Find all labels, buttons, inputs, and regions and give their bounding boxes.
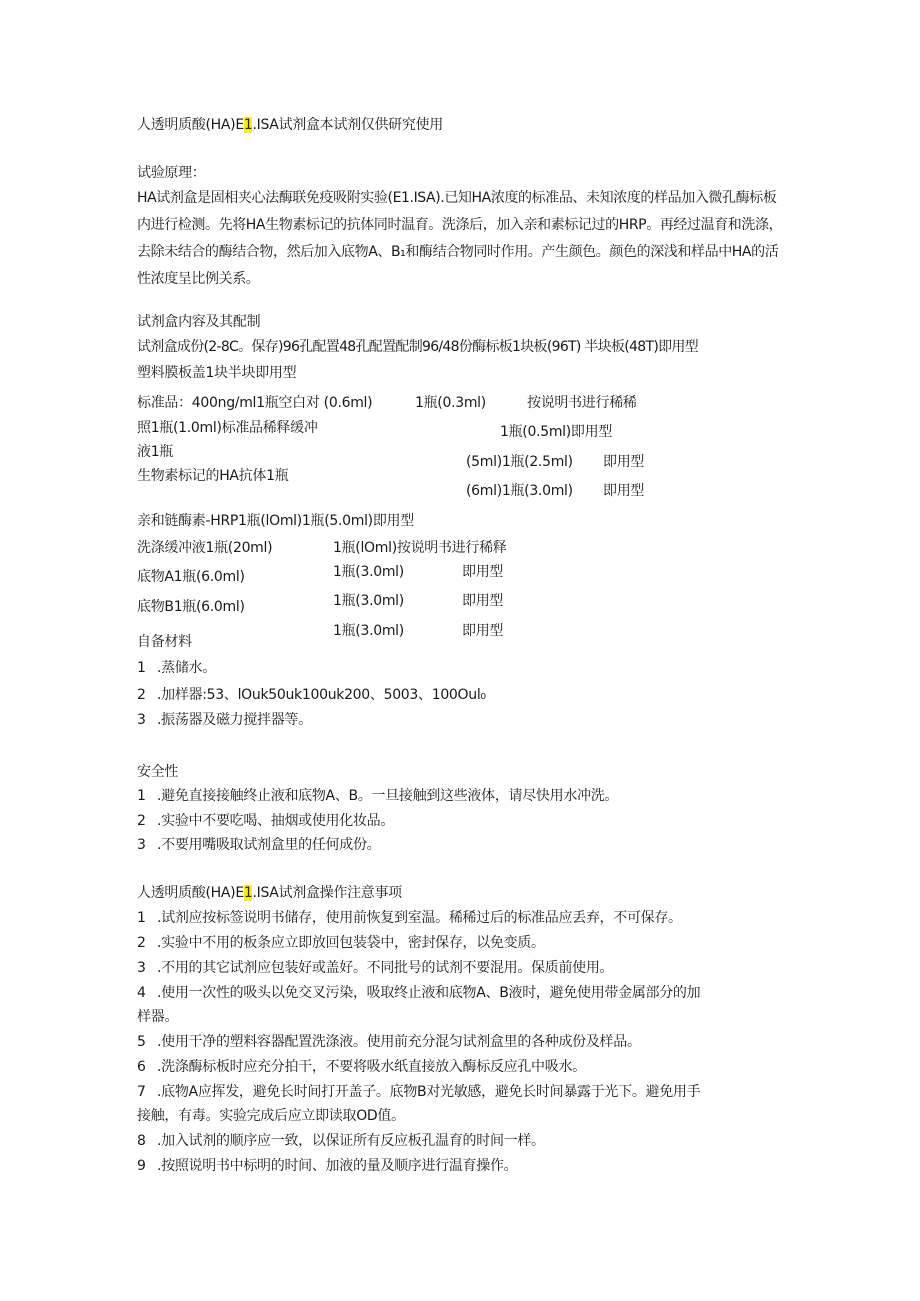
list-item: 4 .使用一次性的吸头以免交叉污染，吸取终止液和底物A、B液时，避免使用带金属部分的加: [137, 985, 701, 1001]
substrate-a-half: 1瓶(3.0ml): [333, 564, 404, 580]
row6-volume: (6ml)1瓶(3.0ml): [466, 483, 573, 499]
row6-type: 即用型: [603, 483, 645, 499]
wash-buffer-half: 1瓶(lOml)按说明书进行稀释: [333, 540, 507, 556]
kit-line-2: 塑料膜板盖1块半块即用型: [137, 365, 297, 381]
safety-heading: 安全性: [137, 764, 179, 780]
kit-heading: 试剂盒内容及其配制: [137, 314, 261, 330]
diluent-name: 照1瓶(1.0ml)标准品稀释缓冲: [137, 420, 318, 436]
substrate-a-type: 即用型: [462, 564, 504, 580]
diluent-half: 1瓶(0.5ml)即用型: [500, 424, 613, 440]
standard-half: 1瓶(0.3ml): [415, 395, 486, 411]
highlight-mark: 1: [243, 885, 253, 901]
list-item: 2 .实验中不要吃喝、抽烟或使用化妆品。: [137, 813, 395, 829]
kit-line-1: 试剂盒成份(2-8C。保存)96孔配置48孔配置配制96/48份酶标板1块板(96T) 半块板(48T)即用型: [137, 339, 698, 355]
list-item: 3 .不用的其它试剂应包装好或盖好。不同批号的试剂不要混用。保质前使用。: [137, 960, 614, 976]
standard-note: 按说明书进行稀稀: [527, 395, 637, 411]
clipped-row-volume: 1瓶(3.0ml): [333, 623, 404, 639]
document-title: 人透明质酸(HA)E1.ISA试剂盒本试剂仅供研究使用: [137, 117, 443, 133]
substrate-b-half: 1瓶(3.0ml): [333, 593, 404, 609]
biotin-antibody: 生物素标记的HA抗体1瓶: [137, 468, 289, 484]
principle-body: HA试剂盒是固相夹心法酶联免疫吸附实验(E1.ISA).已知HA浓度的标准品、未知浓度的样品加入微孔酶标板内进行检测。先将HA生物素标记的抗体同时温育。洗涤后，加入亲和素标记过的HRP。再经过温育和洗涤，去除未结合的酶结合物，然后加入底物A、B₁和酶结合物同时作用。产生颜色。颜色的深浅和样品中HA的活性浓度呈比例关系。: [137, 190, 783, 287]
diluent-name-cont: 液1瓶: [137, 444, 174, 460]
list-item: 9 .按照说明书中标明的时间、加液的量及顺序进行温育操作。: [137, 1158, 518, 1174]
substrate-b-type: 即用型: [462, 593, 504, 609]
list-item: 5 .使用干净的塑料容器配置洗涤液。使用前充分混匀试剂盒里的各种成份及样品。: [137, 1034, 641, 1050]
highlight-mark: 1: [243, 117, 253, 133]
row5-type: 即用型: [603, 454, 645, 470]
list-item: 7 .底物A应挥发，避免长时间打开盖子。底物B对光敏感，避免长时间暴露于光下。避免用手: [137, 1084, 701, 1100]
wash-buffer: 洗涤缓冲液1瓶(20ml): [137, 540, 273, 556]
list-item: 3 .不要用嘴吸取试剂盒里的任何成份。: [137, 837, 381, 853]
list-item: 6 .洗涤酶标板时应充分拍干，不要将吸水纸直接放入酶标反应孔中吸水。: [137, 1059, 586, 1075]
standard-name: 标准品：400ng/ml1瓶空白对 (0.6ml): [137, 395, 373, 411]
principle-heading: 试验原理：: [137, 165, 206, 181]
list-item: 2 .实验中不用的板条应立即放回包装袋中，密封保存，以免变质。: [137, 935, 545, 951]
substrate-a: 底物A1瓶(6.0ml): [137, 569, 245, 585]
list-item: 2 .加样器:53、lOuk50uk100uk200、5003、100Oul₀: [137, 687, 486, 703]
list-item: 1 .避免直接接触终止液和底物A、B。一旦接触到这些液体，请尽快用水冲洗。: [137, 788, 619, 804]
list-item-cont: 接触，有毒。实验完成后应立即读取OD值。: [137, 1108, 405, 1124]
notes-title: 人透明质酸(HA)E1.ISA试剂盒操作注意事项: [137, 885, 402, 901]
hrp-line: 亲和链酶素-HRP1瓶(lOml)1瓶(5.0ml)即用型: [137, 513, 414, 529]
list-item: 1 .试剂应按标签说明书储存，使用前恢复到室温。稀稀过后的标准品应丢弃，不可保存。: [137, 910, 682, 926]
list-item: 3 .振荡器及磁力搅拌器等。: [137, 712, 312, 728]
substrate-b: 底物B1瓶(6.0ml): [137, 599, 245, 615]
clipped-row-type: 即用型: [462, 623, 504, 639]
list-item: 1 .蒸储水。: [137, 660, 216, 676]
row5-volume: (5ml)1瓶(2.5ml): [466, 454, 573, 470]
materials-heading: 自备材料: [137, 634, 192, 650]
list-item-cont: 样器。: [137, 1009, 179, 1025]
list-item: 8 .加入试剂的顺序应一致，以保证所有反应板孔温育的时间一样。: [137, 1133, 545, 1149]
